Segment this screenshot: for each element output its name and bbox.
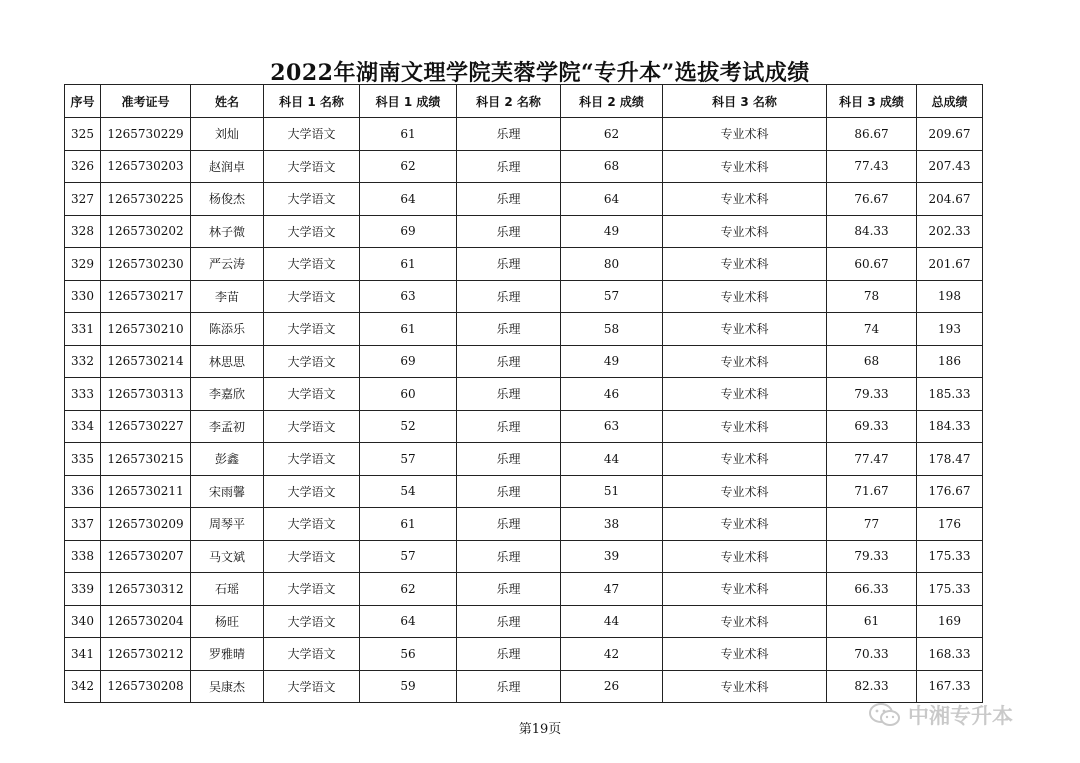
- cell-name: 马文斌: [191, 540, 264, 573]
- cell-exam-id: 1265730209: [101, 508, 191, 541]
- cell-subject3-name: 专业术科: [663, 410, 827, 443]
- cell-subject3-name: 专业术科: [663, 540, 827, 573]
- cell-subject3-name: 专业术科: [663, 313, 827, 346]
- table-row: [65, 638, 983, 671]
- cell-subject2-score: 49: [561, 345, 663, 378]
- cell-subject3-score: 78: [827, 280, 917, 313]
- cell-subject3-score: 69.33: [827, 410, 917, 443]
- cell-total: 176.67: [917, 475, 983, 508]
- cell-subject3-score: 79.33: [827, 378, 917, 411]
- cell-subject1-score: 62: [360, 573, 457, 606]
- cell-subject1-name: 大学语文: [264, 118, 360, 151]
- cell-total: 204.67: [917, 183, 983, 216]
- table-row: [65, 540, 983, 573]
- cell-subject1-score: 69: [360, 345, 457, 378]
- cell-subject2-name: 乐理: [457, 410, 561, 443]
- cell-subject2-score: 80: [561, 248, 663, 281]
- cell-subject3-name: 专业术科: [663, 150, 827, 183]
- cell-name: 李苗: [191, 280, 264, 313]
- cell-subject2-score: 51: [561, 475, 663, 508]
- cell-subject3-name: 专业术科: [663, 183, 827, 216]
- cell-subject2-name: 乐理: [457, 605, 561, 638]
- cell-name: 石瑶: [191, 573, 264, 606]
- cell-subject1-name: 大学语文: [264, 443, 360, 476]
- cell-subject3-score: 86.67: [827, 118, 917, 151]
- cell-subject1-name: 大学语文: [264, 345, 360, 378]
- cell-subject3-name: 专业术科: [663, 280, 827, 313]
- table-row: [65, 183, 983, 216]
- cell-total: 167.33: [917, 670, 983, 703]
- cell-subject1-score: 63: [360, 280, 457, 313]
- cell-exam-id: 1265730215: [101, 443, 191, 476]
- table-row: [65, 280, 983, 313]
- cell-subject1-name: 大学语文: [264, 605, 360, 638]
- cell-subject1-name: 大学语文: [264, 508, 360, 541]
- header-subject1-name: 科目 1 名称: [264, 85, 360, 118]
- cell-seq: 326: [65, 150, 101, 183]
- table-header-row: [65, 85, 983, 118]
- header-seq: 序号: [65, 85, 101, 118]
- cell-subject3-name: 专业术科: [663, 573, 827, 606]
- cell-seq: 340: [65, 605, 101, 638]
- cell-seq: 331: [65, 313, 101, 346]
- cell-subject1-score: 62: [360, 150, 457, 183]
- cell-subject3-score: 82.33: [827, 670, 917, 703]
- cell-total: 186: [917, 345, 983, 378]
- cell-name: 陈添乐: [191, 313, 264, 346]
- cell-seq: 327: [65, 183, 101, 216]
- table-row: [65, 410, 983, 443]
- cell-subject1-name: 大学语文: [264, 475, 360, 508]
- cell-subject2-name: 乐理: [457, 215, 561, 248]
- cell-subject1-score: 64: [360, 183, 457, 216]
- cell-subject1-score: 59: [360, 670, 457, 703]
- table-body: [65, 118, 983, 703]
- table-row: [65, 605, 983, 638]
- cell-seq: 334: [65, 410, 101, 443]
- cell-seq: 335: [65, 443, 101, 476]
- cell-subject3-name: 专业术科: [663, 443, 827, 476]
- cell-subject3-score: 68: [827, 345, 917, 378]
- cell-subject3-score: 61: [827, 605, 917, 638]
- cell-exam-id: 1265730225: [101, 183, 191, 216]
- table-row: [65, 443, 983, 476]
- cell-subject3-score: 79.33: [827, 540, 917, 573]
- cell-subject2-name: 乐理: [457, 638, 561, 671]
- cell-exam-id: 1265730227: [101, 410, 191, 443]
- cell-subject2-name: 乐理: [457, 313, 561, 346]
- cell-total: 184.33: [917, 410, 983, 443]
- cell-subject2-name: 乐理: [457, 118, 561, 151]
- score-table: [64, 84, 983, 703]
- cell-subject2-name: 乐理: [457, 378, 561, 411]
- page-title: 2022年湖南文理学院芙蓉学院“专升本”选拔考试成绩: [270, 60, 810, 86]
- cell-subject1-score: 54: [360, 475, 457, 508]
- cell-subject1-name: 大学语文: [264, 573, 360, 606]
- cell-subject1-score: 61: [360, 508, 457, 541]
- cell-subject2-name: 乐理: [457, 345, 561, 378]
- cell-subject1-name: 大学语文: [264, 183, 360, 216]
- cell-subject2-score: 46: [561, 378, 663, 411]
- header-subject2-name: 科目 2 名称: [457, 85, 561, 118]
- cell-subject3-score: 77: [827, 508, 917, 541]
- cell-seq: 329: [65, 248, 101, 281]
- header-subject1-score: 科目 1 成绩: [360, 85, 457, 118]
- cell-subject1-score: 61: [360, 118, 457, 151]
- cell-exam-id: 1265730230: [101, 248, 191, 281]
- cell-subject1-score: 64: [360, 605, 457, 638]
- cell-subject1-name: 大学语文: [264, 410, 360, 443]
- cell-subject2-score: 62: [561, 118, 663, 151]
- table-row: [65, 150, 983, 183]
- watermark: [868, 700, 1013, 730]
- cell-subject3-score: 74: [827, 313, 917, 346]
- cell-subject2-score: 47: [561, 573, 663, 606]
- cell-seq: 336: [65, 475, 101, 508]
- cell-subject3-name: 专业术科: [663, 118, 827, 151]
- cell-subject3-name: 专业术科: [663, 670, 827, 703]
- cell-subject1-name: 大学语文: [264, 638, 360, 671]
- cell-total: 201.67: [917, 248, 983, 281]
- cell-total: 198: [917, 280, 983, 313]
- cell-subject1-score: 61: [360, 313, 457, 346]
- cell-subject3-score: 84.33: [827, 215, 917, 248]
- cell-subject2-score: 38: [561, 508, 663, 541]
- cell-subject1-score: 61: [360, 248, 457, 281]
- cell-subject3-name: 专业术科: [663, 378, 827, 411]
- cell-name: 李孟初: [191, 410, 264, 443]
- cell-total: 168.33: [917, 638, 983, 671]
- cell-name: 严云涛: [191, 248, 264, 281]
- cell-exam-id: 1265730208: [101, 670, 191, 703]
- cell-subject1-score: 60: [360, 378, 457, 411]
- cell-subject3-score: 66.33: [827, 573, 917, 606]
- cell-total: 193: [917, 313, 983, 346]
- header-name: 姓名: [191, 85, 264, 118]
- cell-subject3-name: 专业术科: [663, 605, 827, 638]
- cell-exam-id: 1265730313: [101, 378, 191, 411]
- cell-name: 彭鑫: [191, 443, 264, 476]
- cell-subject3-score: 76.67: [827, 183, 917, 216]
- cell-subject2-score: 44: [561, 605, 663, 638]
- cell-total: 178.47: [917, 443, 983, 476]
- cell-subject1-score: 57: [360, 443, 457, 476]
- header-subject3-score: 科目 3 成绩: [827, 85, 917, 118]
- cell-name: 罗雅晴: [191, 638, 264, 671]
- cell-subject2-score: 63: [561, 410, 663, 443]
- cell-subject3-score: 77.43: [827, 150, 917, 183]
- cell-total: 175.33: [917, 573, 983, 606]
- cell-subject2-score: 39: [561, 540, 663, 573]
- cell-subject2-name: 乐理: [457, 248, 561, 281]
- cell-subject1-name: 大学语文: [264, 670, 360, 703]
- cell-subject2-score: 68: [561, 150, 663, 183]
- cell-subject2-score: 58: [561, 313, 663, 346]
- cell-exam-id: 1265730212: [101, 638, 191, 671]
- cell-name: 刘灿: [191, 118, 264, 151]
- cell-subject1-score: 69: [360, 215, 457, 248]
- watermark-text: 中湘专升本: [908, 704, 1013, 728]
- cell-subject3-name: 专业术科: [663, 475, 827, 508]
- cell-subject1-score: 56: [360, 638, 457, 671]
- cell-subject2-name: 乐理: [457, 573, 561, 606]
- cell-total: 176: [917, 508, 983, 541]
- cell-seq: 330: [65, 280, 101, 313]
- cell-seq: 332: [65, 345, 101, 378]
- cell-subject2-score: 42: [561, 638, 663, 671]
- cell-total: 185.33: [917, 378, 983, 411]
- cell-total: 209.67: [917, 118, 983, 151]
- wechat-icon: [868, 702, 902, 728]
- cell-subject3-name: 专业术科: [663, 345, 827, 378]
- cell-exam-id: 1265730312: [101, 573, 191, 606]
- table-row: [65, 248, 983, 281]
- cell-subject1-score: 52: [360, 410, 457, 443]
- cell-exam-id: 1265730214: [101, 345, 191, 378]
- cell-subject2-name: 乐理: [457, 150, 561, 183]
- table-row: [65, 670, 983, 703]
- cell-subject3-score: 60.67: [827, 248, 917, 281]
- cell-seq: 333: [65, 378, 101, 411]
- cell-total: 202.33: [917, 215, 983, 248]
- cell-seq: 325: [65, 118, 101, 151]
- cell-exam-id: 1265730211: [101, 475, 191, 508]
- cell-total: 175.33: [917, 540, 983, 573]
- cell-subject3-name: 专业术科: [663, 508, 827, 541]
- cell-subject2-name: 乐理: [457, 540, 561, 573]
- cell-seq: 337: [65, 508, 101, 541]
- cell-subject2-score: 44: [561, 443, 663, 476]
- cell-name: 林子微: [191, 215, 264, 248]
- cell-subject2-score: 26: [561, 670, 663, 703]
- cell-subject3-score: 70.33: [827, 638, 917, 671]
- table-row: [65, 378, 983, 411]
- cell-subject1-score: 57: [360, 540, 457, 573]
- cell-exam-id: 1265730203: [101, 150, 191, 183]
- cell-subject3-name: 专业术科: [663, 215, 827, 248]
- cell-subject1-name: 大学语文: [264, 540, 360, 573]
- cell-subject2-name: 乐理: [457, 508, 561, 541]
- cell-subject2-name: 乐理: [457, 670, 561, 703]
- table-row: [65, 573, 983, 606]
- header-subject2-score: 科目 2 成绩: [561, 85, 663, 118]
- table-row: [65, 215, 983, 248]
- cell-subject2-score: 57: [561, 280, 663, 313]
- cell-subject1-name: 大学语文: [264, 248, 360, 281]
- cell-subject2-score: 49: [561, 215, 663, 248]
- table-row: [65, 475, 983, 508]
- cell-exam-id: 1265730204: [101, 605, 191, 638]
- table-row: [65, 508, 983, 541]
- cell-subject3-name: 专业术科: [663, 248, 827, 281]
- cell-name: 周琴平: [191, 508, 264, 541]
- cell-seq: 339: [65, 573, 101, 606]
- cell-subject2-name: 乐理: [457, 475, 561, 508]
- table-row: [65, 118, 983, 151]
- cell-exam-id: 1265730229: [101, 118, 191, 151]
- cell-name: 吴康杰: [191, 670, 264, 703]
- cell-subject2-name: 乐理: [457, 443, 561, 476]
- cell-total: 169: [917, 605, 983, 638]
- cell-name: 赵润卓: [191, 150, 264, 183]
- cell-subject3-score: 71.67: [827, 475, 917, 508]
- cell-subject1-name: 大学语文: [264, 150, 360, 183]
- cell-subject3-name: 专业术科: [663, 638, 827, 671]
- cell-seq: 338: [65, 540, 101, 573]
- cell-exam-id: 1265730210: [101, 313, 191, 346]
- cell-total: 207.43: [917, 150, 983, 183]
- table-row: [65, 345, 983, 378]
- cell-seq: 341: [65, 638, 101, 671]
- page-number: 第19页: [518, 722, 562, 737]
- cell-seq: 342: [65, 670, 101, 703]
- cell-name: 李嘉欣: [191, 378, 264, 411]
- header-exam-id: 准考证号: [101, 85, 191, 118]
- header-subject3-name: 科目 3 名称: [663, 85, 827, 118]
- cell-subject1-name: 大学语文: [264, 280, 360, 313]
- cell-subject2-name: 乐理: [457, 280, 561, 313]
- cell-seq: 328: [65, 215, 101, 248]
- cell-subject3-score: 77.47: [827, 443, 917, 476]
- cell-name: 宋雨馨: [191, 475, 264, 508]
- cell-exam-id: 1265730217: [101, 280, 191, 313]
- cell-subject1-name: 大学语文: [264, 215, 360, 248]
- cell-name: 杨旺: [191, 605, 264, 638]
- cell-subject1-name: 大学语文: [264, 313, 360, 346]
- cell-exam-id: 1265730202: [101, 215, 191, 248]
- cell-name: 林思思: [191, 345, 264, 378]
- header-total: 总成绩: [917, 85, 983, 118]
- cell-exam-id: 1265730207: [101, 540, 191, 573]
- table-row: [65, 313, 983, 346]
- cell-name: 杨俊杰: [191, 183, 264, 216]
- cell-subject2-score: 64: [561, 183, 663, 216]
- cell-subject2-name: 乐理: [457, 183, 561, 216]
- cell-subject1-name: 大学语文: [264, 378, 360, 411]
